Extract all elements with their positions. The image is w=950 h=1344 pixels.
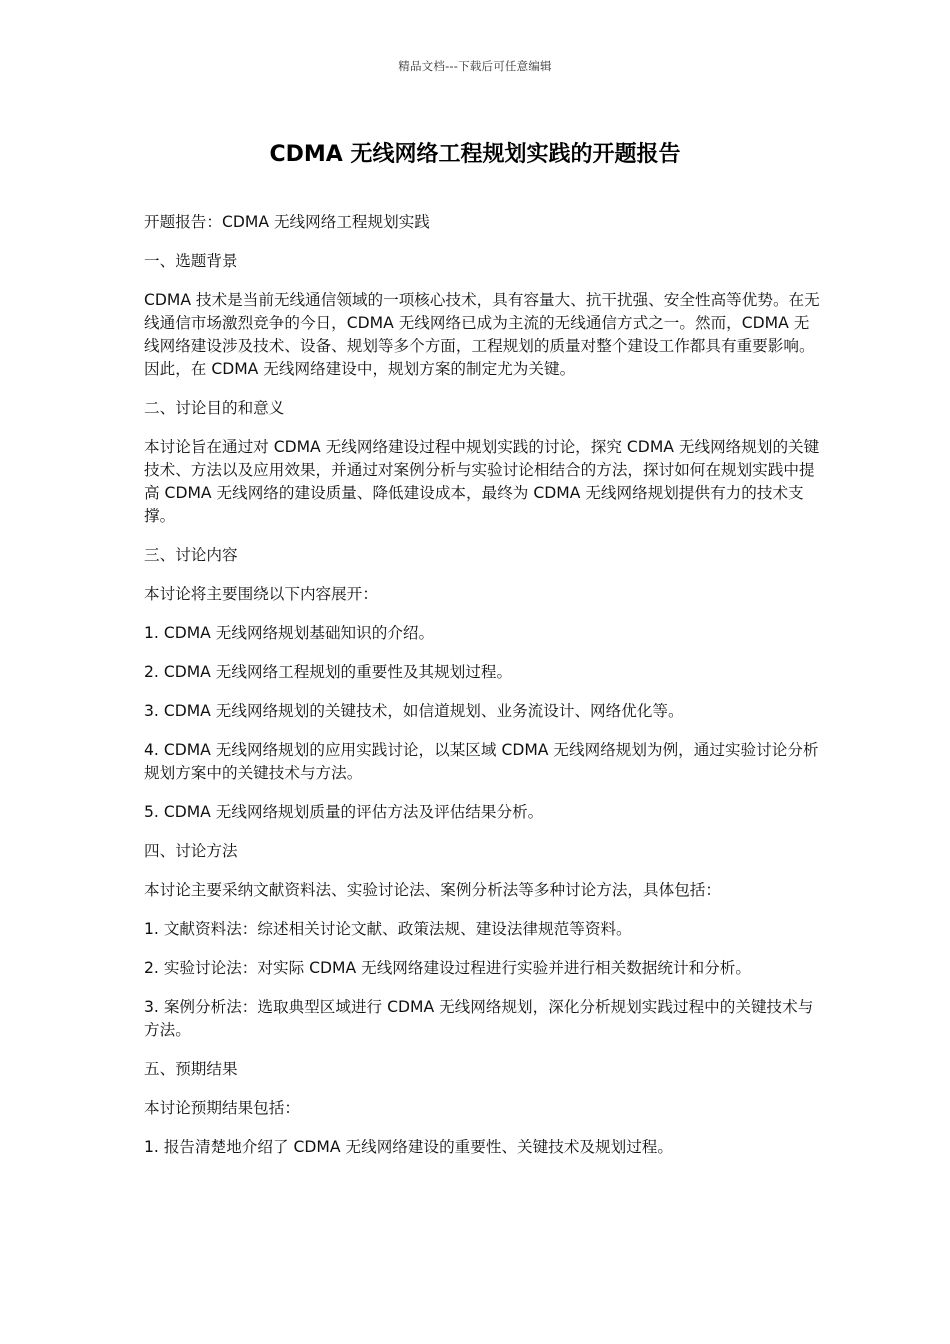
list-item: 1. 文献资料法：综述相关讨论文献、政策法规、建设法律规范等资料。 <box>144 920 632 938</box>
section-heading-results: 五、预期结果 <box>144 1060 238 1078</box>
list-item: 1. CDMA 无线网络规划基础知识的介绍。 <box>144 624 435 642</box>
section-heading-content: 三、讨论内容 <box>144 546 238 564</box>
list-item: 4. CDMA 无线网络规划的应用实践讨论，以某区域 CDMA 无线网络规划为例，通过实验讨论分析规划方案中的关键技术与方法。 <box>144 741 819 782</box>
list-item: 3. CDMA 无线网络规划的关键技术，如信道规划、业务流设计、网络优化等。 <box>144 702 684 720</box>
list-item: 1. 报告清楚地介绍了 CDMA 无线网络建设的重要性、关键技术及规划过程。 <box>144 1138 673 1156</box>
section-heading-purpose: 二、讨论目的和意义 <box>144 399 285 417</box>
paragraph-background: CDMA 技术是当前无线通信领域的一项核心技术，具有容量大、抗干扰强、安全性高等优势。在无线通信市场激烈竞争的今日，CDMA 无线网络已成为主流的无线通信方式之一。然而，CDMA 无线网络建设涉及技术、设备、规划等多个方面，工程规划的质量对整个建设工作都具有重要影响。因此，在 CDMA 无线网络建设中，规划方案的制定尤为关键。 <box>144 291 820 378</box>
list-item: 2. CDMA 无线网络工程规划的重要性及其规划过程。 <box>144 663 513 681</box>
list-item: 5. CDMA 无线网络规划质量的评估方法及评估结果分析。 <box>144 803 544 821</box>
section-heading-background: 一、选题背景 <box>144 252 238 270</box>
report-subtitle: 开题报告：CDMA 无线网络工程规划实践 <box>144 213 430 231</box>
paragraph-purpose: 本讨论旨在通过对 CDMA 无线网络建设过程中规划实践的讨论，探究 CDMA 无线网络规划的关键技术、方法以及应用效果，并通过对案例分析与实验讨论相结合的方法，探讨如何在规划实践中提高 CDMA 无线网络的建设质量、降低建设成本，最终为 CDMA 无线网络规划提供有力的技术支撑。 <box>144 438 820 525</box>
header-note: 精品文档---下载后可任意编辑 <box>398 59 552 73</box>
section-heading-methods: 四、讨论方法 <box>144 842 238 860</box>
paragraph-content-intro: 本讨论将主要围绕以下内容展开： <box>144 585 378 603</box>
paragraph-methods-intro: 本讨论主要采纳文献资料法、实验讨论法、案例分析法等多种讨论方法，具体包括： <box>144 881 721 899</box>
document-title: CDMA 无线网络工程规划实践的开题报告 <box>269 142 681 167</box>
list-item: 2. 实验讨论法：对实际 CDMA 无线网络建设过程进行实验并进行相关数据统计和分析。 <box>144 959 751 977</box>
list-item: 3. 案例分析法：选取典型区域进行 CDMA 无线网络规划，深化分析规划实践过程中的关键技术与方法。 <box>144 998 814 1039</box>
paragraph-results-intro: 本讨论预期结果包括： <box>144 1099 300 1117</box>
document-body <box>144 211 820 1175</box>
